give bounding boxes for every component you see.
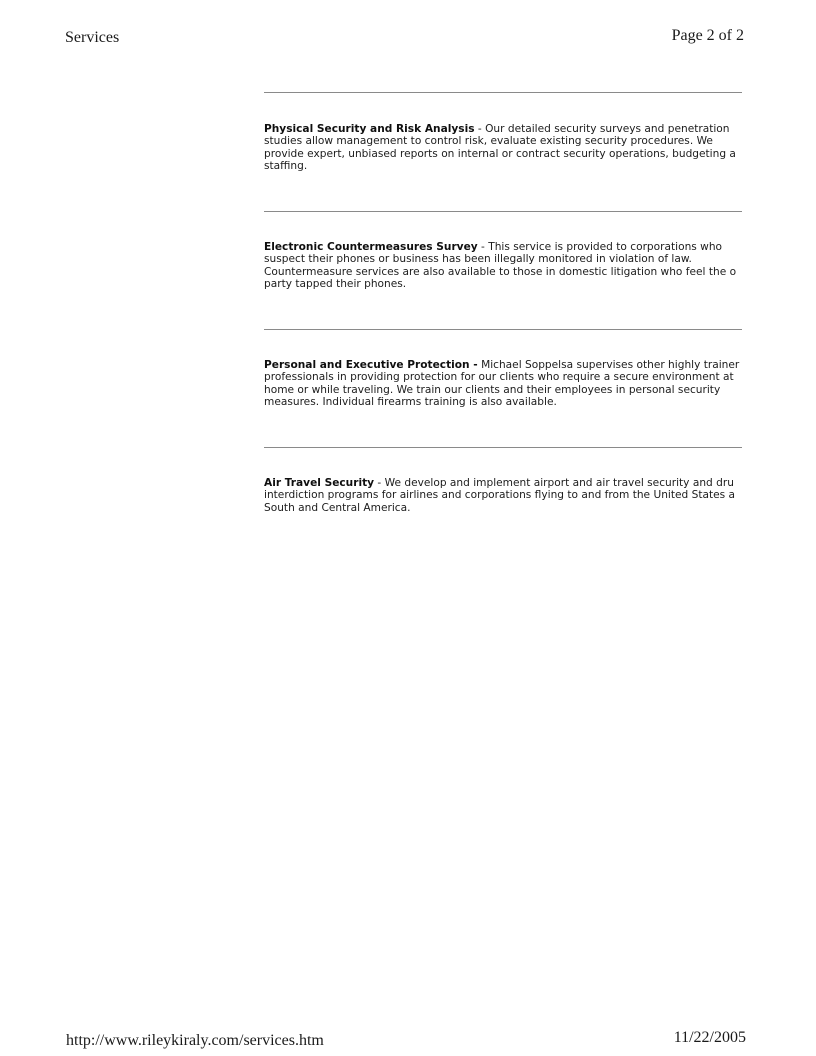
page-number: Page 2 of 2 bbox=[671, 27, 744, 44]
section-text: Countermeasure services are also available to those in domestic litigation who feel the o bbox=[264, 265, 737, 278]
section-text: studies allow management to control risk, evaluate existing security procedures. We bbox=[264, 135, 713, 148]
divider-rule bbox=[264, 211, 742, 212]
section-text: suspect their phones or business has been illegally monitored in violation of law. bbox=[264, 253, 692, 266]
service-section-countermeasures bbox=[264, 241, 742, 290]
footer-date: 11/22/2005 bbox=[673, 1029, 746, 1046]
divider-rule bbox=[264, 447, 742, 448]
section-first-line bbox=[264, 359, 742, 371]
page-header-title: Services bbox=[65, 29, 120, 46]
section-first-line: Air Travel Security - We develop and implement airport and air travel security and dru bbox=[264, 477, 734, 489]
service-section-air-travel bbox=[264, 477, 742, 514]
service-section-executive-protection bbox=[264, 359, 742, 408]
section-text: We develop and implement airport and air travel security and dru bbox=[384, 477, 734, 489]
content-column bbox=[264, 0, 742, 1056]
footer-url: http://www.rileykiraly.com/services.htm bbox=[66, 1032, 324, 1049]
section-text: South and Central America. bbox=[264, 501, 411, 514]
section-text: measures. Individual firearms training is also available. bbox=[264, 395, 557, 408]
section-title: Electronic Countermeasures Survey bbox=[264, 241, 478, 253]
section-text: professionals in providing protection for our clients who require a secure environment at bbox=[264, 371, 734, 384]
section-first-line: Electronic Countermeasures Survey - This service is provided to corporations who bbox=[264, 241, 723, 253]
divider-rule bbox=[264, 329, 742, 330]
section-text: Michael Soppelsa supervises other highly trainer bbox=[481, 359, 740, 371]
section-text: staffing. bbox=[264, 159, 308, 172]
section-text: interdiction programs for airlines and corporations flying to and from the United States a bbox=[264, 489, 736, 502]
section-first-line: Physical Security and Risk Analysis - Our detailed security surveys and penetration bbox=[264, 123, 730, 135]
section-text: Our detailed security surveys and penetration bbox=[485, 123, 730, 135]
section-title: Personal and Executive Protection - bbox=[264, 359, 478, 371]
section-title: Air Travel Security bbox=[264, 477, 375, 489]
service-section-physical-security bbox=[264, 123, 742, 172]
section-title: Physical Security and Risk Analysis bbox=[264, 123, 475, 135]
section-text: party tapped their phones. bbox=[264, 277, 407, 290]
section-text: home or while traveling. We train our clients and their employees in personal security bbox=[264, 383, 721, 396]
divider-rule bbox=[264, 92, 742, 93]
section-text: This service is provided to corporations who bbox=[488, 241, 723, 253]
section-text: provide expert, unbiased reports on internal or contract security operations, budgeting a bbox=[264, 147, 736, 160]
